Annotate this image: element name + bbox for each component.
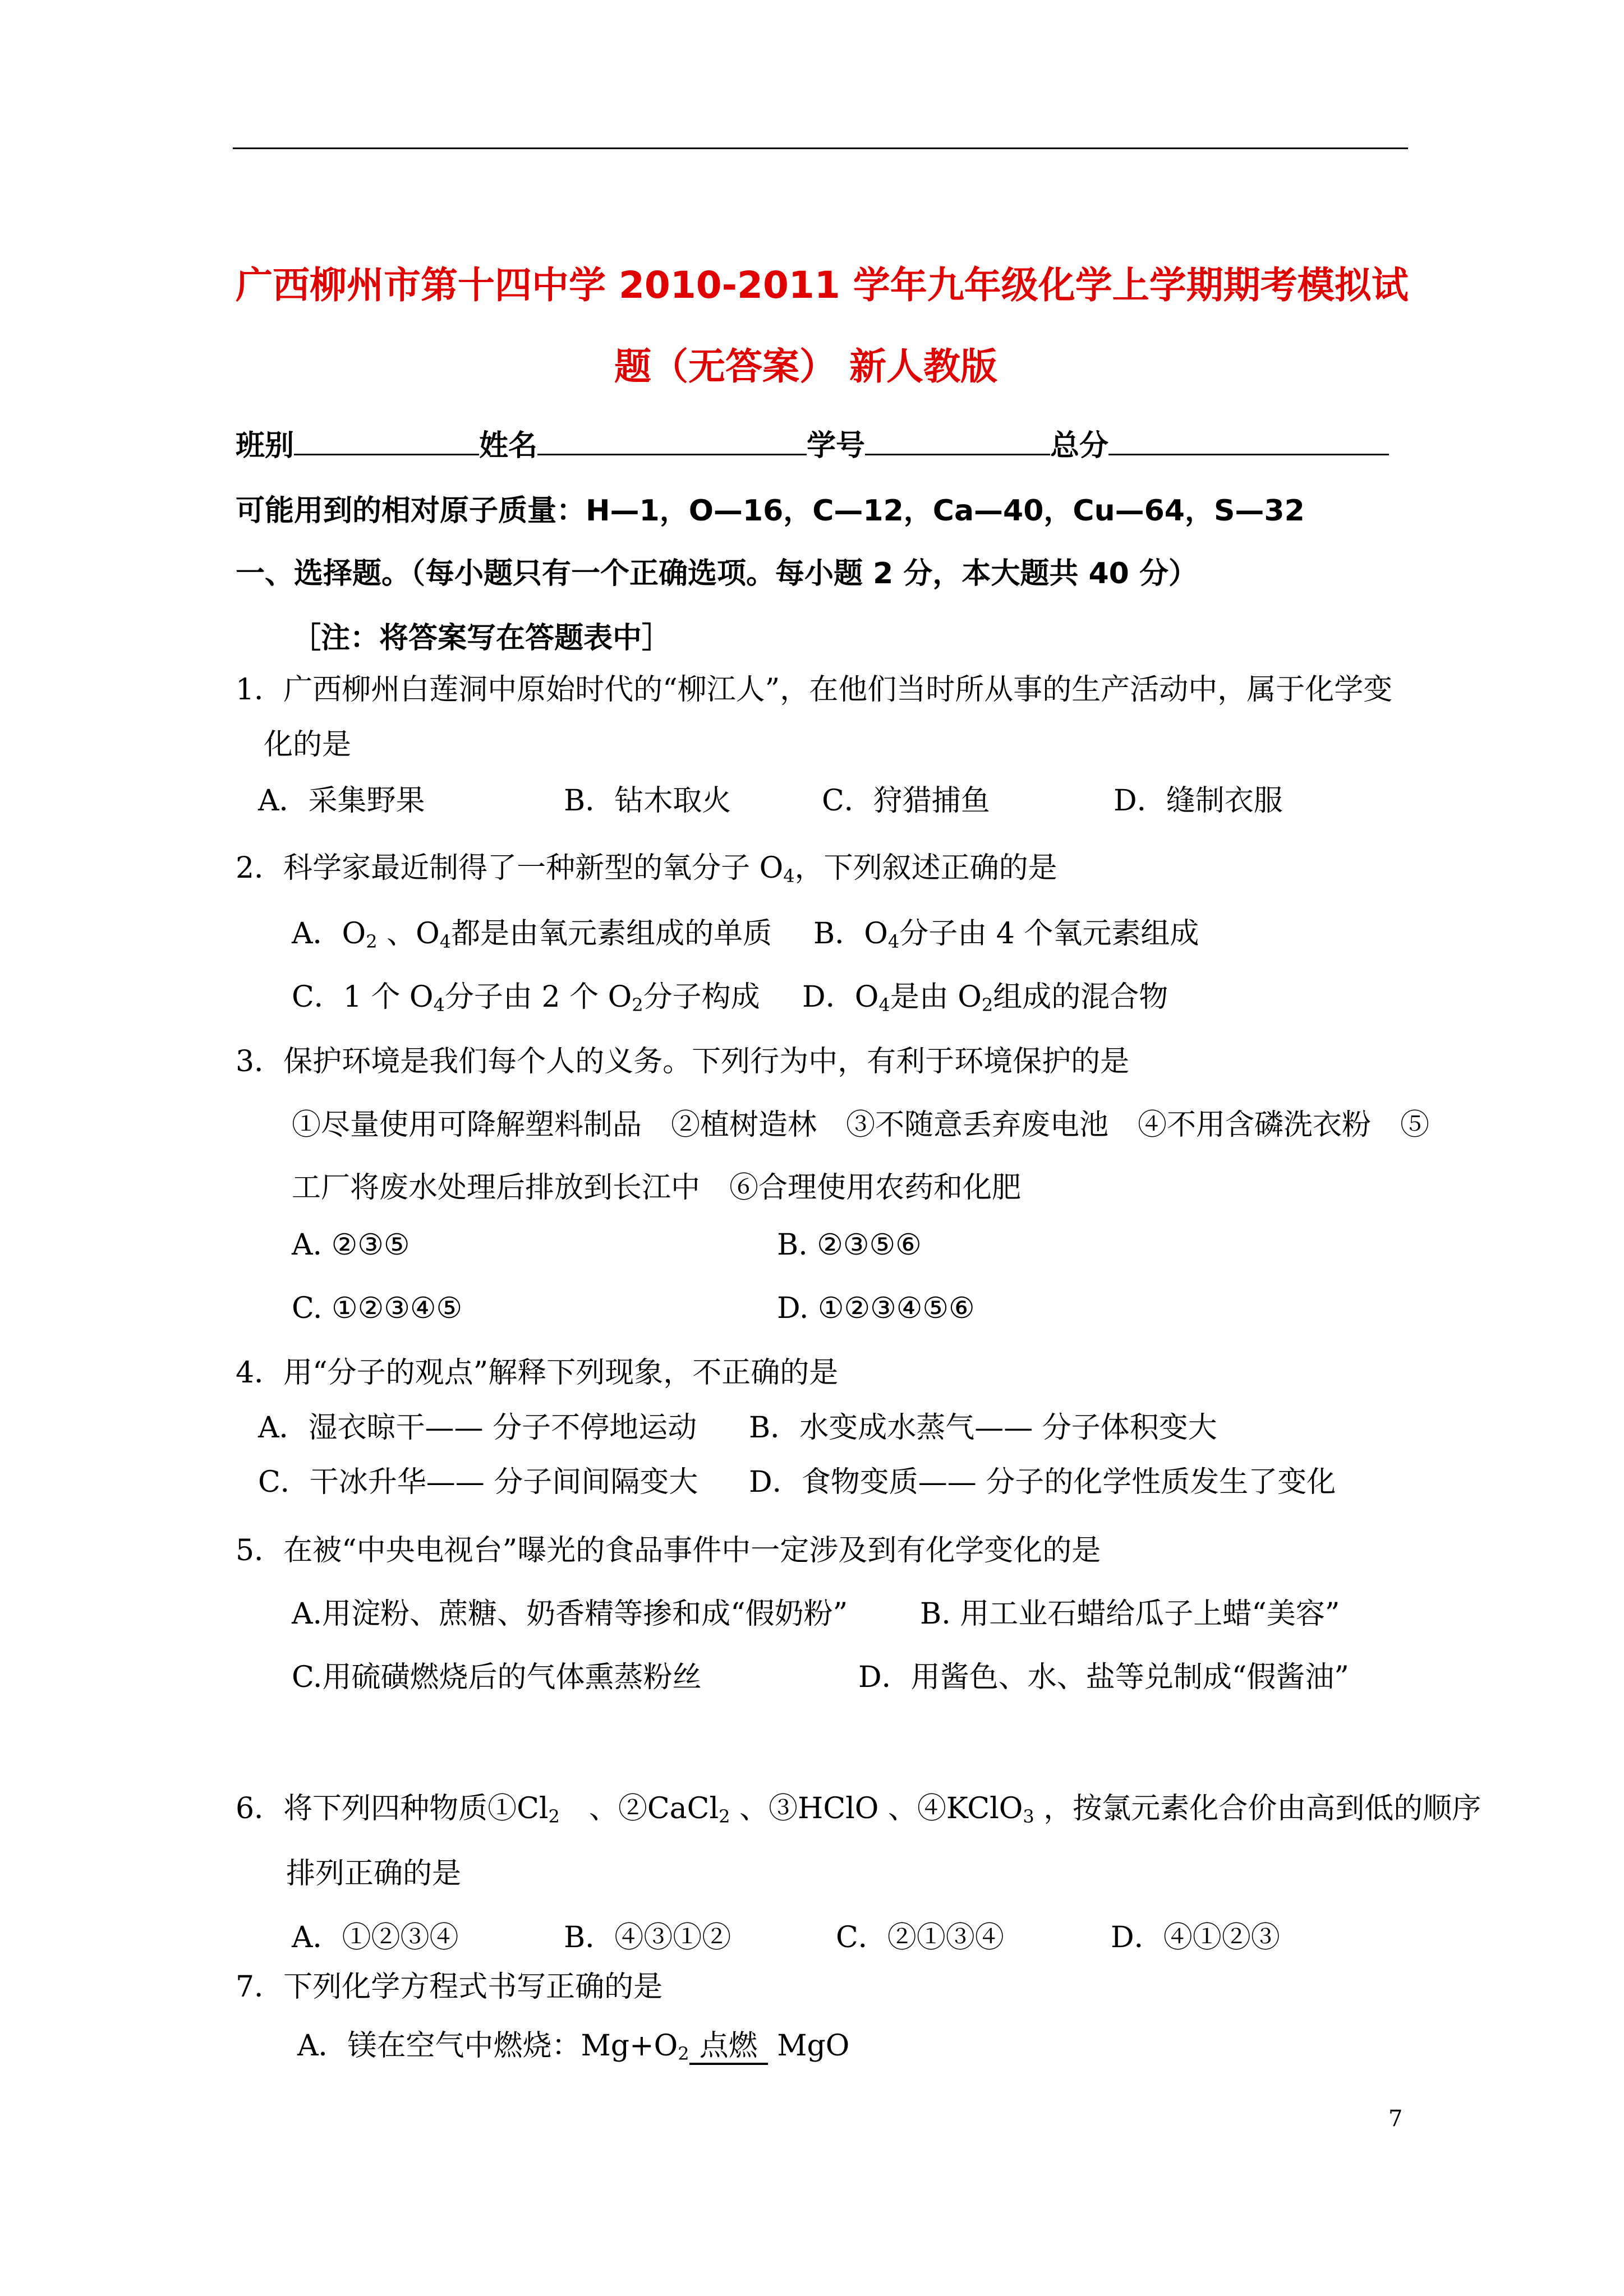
section1-heading: 一、选择题。（每小题只有一个正确选项。每小题 2 分，本大题共 40 分） xyxy=(236,557,1198,591)
q6-stem: 6．将下列四种物质$①Cl_2$ 、②CaCl$_2$ 、③HClO 、④KClO$_3$ ，按氯元素化合价由高到低的顺序 xyxy=(236,1792,1482,1827)
q2-option-a: A．$O_2$ 、$O_4$都是由氧元素组成的单质 xyxy=(292,917,772,952)
header-rule xyxy=(233,147,1408,149)
q2-option-c: C．1 个 $O_4$分子由 2 个 $O_2$分子构成 xyxy=(292,980,760,1016)
id-label: 学号 xyxy=(807,429,866,463)
q5-option-b: B. 用工业石蜡给瓜子上蜡“美容” xyxy=(920,1597,1340,1631)
title-line-2: 题（无答案） 新人教版 xyxy=(614,345,997,388)
q2-option-d: D．$O_4$是由 $O_2$组成的混合物 xyxy=(802,980,1168,1016)
q4-stem: 4．用“分子的观点”解释下列现象，不正确的是 xyxy=(236,1356,839,1390)
q7-reaction-condition: 点燃 xyxy=(689,2029,768,2065)
q1-option-a: A．采集野果 xyxy=(258,784,425,818)
q6-option-a: A．①②③④ xyxy=(292,1921,459,1954)
name-label: 姓名 xyxy=(479,429,538,463)
q3-items-line2: 工厂将废水处理后排放到长江中 ⑥合理使用农药和化肥 xyxy=(292,1171,1022,1205)
class-blank[interactable] xyxy=(294,425,479,455)
page-number: 7 xyxy=(1388,2106,1403,2132)
q2-stem: 2．科学家最近制得了一种新型的氧分子 $O_4$，下列叙述正确的是 xyxy=(236,851,1057,887)
q7-stem: 7．下列化学方程式书写正确的是 xyxy=(236,1970,663,2004)
q3-items-line1: ①尽量使用可降解塑料制品 ②植树造林 ③不随意丢弃废电池 ④不用含磷洗衣粉 ⑤ xyxy=(292,1108,1430,1142)
q1-stem-line1: 1．广西柳州白莲洞中原始时代的“柳江人”，在他们当时所从事的生产活动中，属于化学变 xyxy=(236,673,1393,707)
score-blank[interactable] xyxy=(1108,425,1389,455)
q1-option-c: C．狩猎捕鱼 xyxy=(822,784,990,818)
name-blank[interactable] xyxy=(537,425,807,455)
q3-option-b: B. ②③⑤⑥ xyxy=(777,1228,922,1262)
q3-option-d: D. ①②③④⑤⑥ xyxy=(777,1292,975,1325)
id-blank[interactable] xyxy=(865,425,1050,455)
section1-note: ［注：将答案写在答题表中］ xyxy=(292,621,671,655)
q5-option-c: C.用硫磺燃烧后的气体熏蒸粉丝 xyxy=(292,1661,702,1694)
q3-stem: 3．保护环境是我们每个人的义务。下列行为中，有利于环境保护的是 xyxy=(236,1045,1130,1078)
score-label: 总分 xyxy=(1050,429,1109,463)
q6-option-d: D．④①②③ xyxy=(1111,1921,1280,1954)
q1-option-b: B．钻木取火 xyxy=(564,784,732,818)
q4-option-a: A．湿衣晾干—— 分子不停地运动 xyxy=(258,1411,697,1445)
q4-option-d: D．食物变质—— 分子的化学性质发生了变化 xyxy=(749,1465,1336,1499)
student-info-row xyxy=(236,422,1389,464)
q3-option-c: C. ①②③④⑤ xyxy=(292,1292,463,1325)
q5-stem: 5．在被“中央电视台”曝光的食品事件中一定涉及到有化学变化的是 xyxy=(236,1534,1101,1567)
title-line-1: 广西柳州市第十四中学 2010-2011 学年九年级化学上学期期考模拟试 xyxy=(236,264,1409,307)
q3-option-a: A. ②③⑤ xyxy=(292,1228,410,1262)
q5-option-d: D．用酱色、水、盐等兑制成“假酱油” xyxy=(858,1661,1349,1694)
q4-option-b: B．水变成水蒸气—— 分子体积变大 xyxy=(749,1411,1217,1445)
q6-stem-line2: 排列正确的是 xyxy=(286,1857,462,1891)
q6-option-c: C．②①③④ xyxy=(836,1921,1004,1954)
q1-stem-line2: 化的是 xyxy=(264,728,352,762)
q7-option-a: A．镁在空气中燃烧：$Mg+O_2$ 点燃 MgO xyxy=(297,2029,850,2064)
q2-option-b: B．$O_4$分子由 4 个氧元素组成 xyxy=(813,917,1199,952)
class-label: 班别 xyxy=(236,429,295,463)
q1-option-d: D．缝制衣服 xyxy=(1114,784,1283,818)
q5-option-a: A.用淀粉、蔗糖、奶香精等掺和成“假奶粉” xyxy=(292,1597,848,1631)
q4-option-c: C．干冰升华—— 分子间间隔变大 xyxy=(258,1465,698,1499)
atomic-masses: 可能用到的相对原子质量：H—1，O—16，C—12，Ca—40，Cu—64，S—32 xyxy=(236,494,1305,528)
q6-option-b: B．④③①② xyxy=(564,1921,732,1954)
